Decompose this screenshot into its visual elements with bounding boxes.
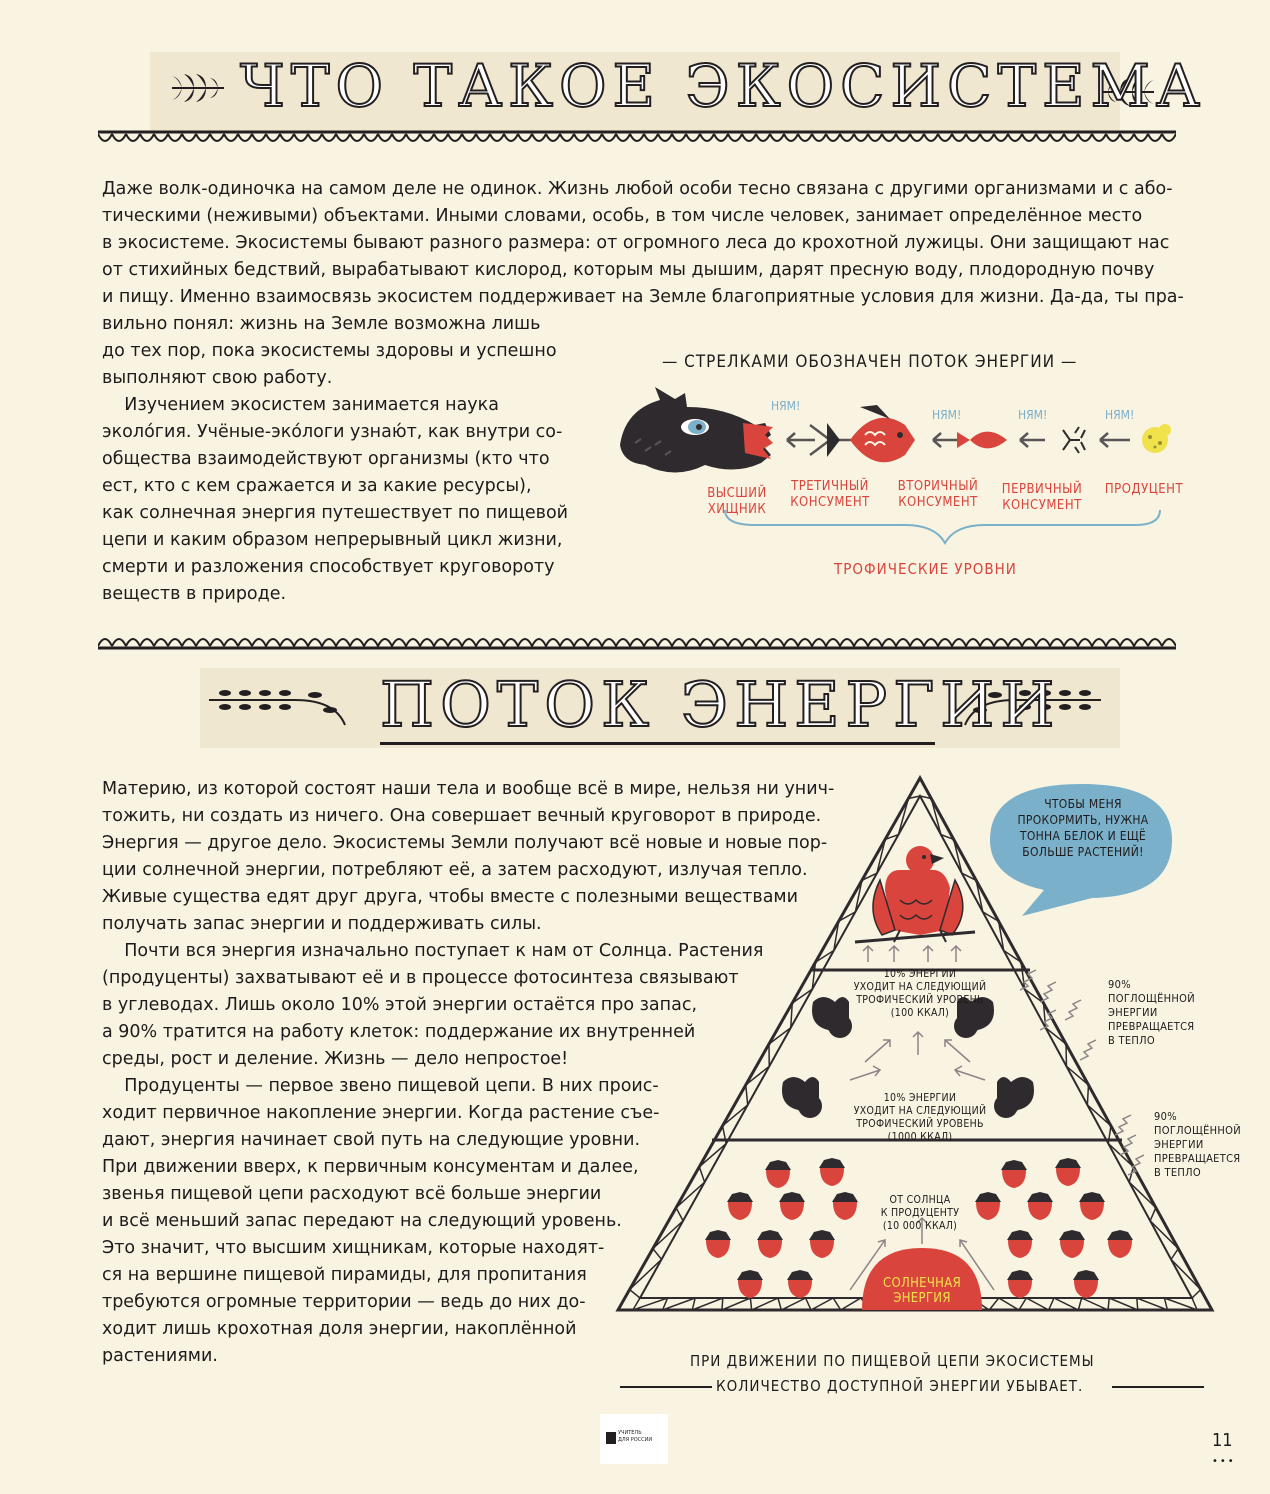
ecology-line: смерти и разложения способствует круговороту (102, 557, 555, 577)
berry-cap-icon (819, 1158, 845, 1168)
energy-line: звенья пищевой цепи расходуют всё больше энергии (102, 1184, 602, 1204)
berry-icon (1002, 1170, 1026, 1188)
berry-cap-icon (832, 1192, 858, 1202)
ecology-line: как солнечная энергия путешествует по пищевой (102, 503, 569, 523)
pyramid-footer-line-1: ПРИ ДВИЖЕНИИ ПО ПИЩЕВОЙ ЦЕПИ ЭКОСИСТЕМЫ (690, 1352, 1095, 1370)
berry-cap-icon (705, 1230, 731, 1240)
berry-cap-icon (1007, 1230, 1033, 1240)
title-underline (380, 742, 935, 745)
secondary-fish-icon (957, 432, 1007, 449)
berry-cap-icon (1001, 1160, 1027, 1170)
ecology-line: веществ в природе. (102, 584, 287, 604)
berry-cap-icon (765, 1160, 791, 1170)
scalloped-divider-2 (98, 628, 1176, 652)
berry-cap-icon (1007, 1270, 1033, 1280)
berry-cap-icon (1079, 1192, 1105, 1202)
pyramid-mid-level-text: 10% ЭНЕРГИИ УХОДИТ НА СЛЕДУЮЩИЙ ТРОФИЧЕСКИЙ УРОВЕНЬ (1000 ККАЛ) (853, 1092, 987, 1143)
heat-note-bottom: 90% ПОГЛОЩЁННОЙ ЭНЕРГИИ ПРЕВРАЩАЕТСЯ В ТЕПЛО (1154, 1110, 1241, 1179)
energy-line: растениями. (102, 1346, 218, 1366)
nyam-label: НЯМ! (932, 408, 962, 422)
berry-icon (1056, 1168, 1080, 1186)
energy-line: среды, рост и деление. Жизнь — дело непростое! (102, 1049, 569, 1069)
energy-line: ся на вершине пищевой пирамиды, для пропитания (102, 1265, 587, 1285)
footer-rule-right (1112, 1386, 1204, 1388)
berry-icon (766, 1170, 790, 1188)
energy-line: дают, энергия начинает свой путь на следующие уровни. (102, 1130, 641, 1150)
intro-line: Даже волк-одиночка на самом деле не одинок. Жизнь любой особи тесно связана с другими организмами и с або- (102, 179, 1173, 199)
publisher-logo (600, 1414, 668, 1464)
nyam-label: НЯМ! (771, 399, 801, 413)
energy-line: Продуценты — первое звено пищевой цепи. В них проис- (102, 1076, 659, 1096)
berry-icon (728, 1202, 752, 1220)
ecology-line: Изучением экосистем занимается наука (102, 395, 499, 415)
berry-cap-icon (809, 1230, 835, 1240)
heat-note-top: 90% ПОГЛОЩЁННОЙ ЭНЕРГИИ ПРЕВРАЩАЕТСЯ В ТЕПЛО (1108, 978, 1195, 1047)
ecology-line: общества взаимодействуют организмы (кто что (102, 449, 550, 469)
energy-line: При движении вверх, к первичным консументам и далее, (102, 1157, 639, 1177)
berry-icon (1060, 1240, 1084, 1258)
berry-icon (1108, 1240, 1132, 1258)
fern-left-icon (205, 675, 355, 735)
berry-cap-icon (779, 1192, 805, 1202)
producer-algae-icon (1142, 424, 1171, 453)
berry-icon (1008, 1280, 1032, 1298)
energy-line: Это значит, что высшим хищникам, которые находят- (102, 1238, 605, 1258)
energy-line: требуются огромные территории — ведь до них до- (102, 1292, 586, 1312)
page-number: 11 (1212, 1430, 1233, 1451)
tertiary-fish-icon (827, 405, 915, 462)
berry-icon (758, 1240, 782, 1258)
energy-line: ции солнечной энергии, потребляют её, а затем расходуют, излучая тепло. (102, 860, 808, 880)
intro-line: вильно понял: жизнь на Земле возможна лишь (102, 314, 541, 334)
energy-line: тожить, ни создать из ничего. Она совершает вечный круговорот в природе. (102, 806, 822, 826)
berry-cap-icon (1055, 1158, 1081, 1168)
ecology-line: цепи и каким образом непрерывный цикл жизни, (102, 530, 563, 550)
intro-line: от стихийных бедствий, вырабатывают кислород, которым мы дышим, дарят пресную воду, плодородную почву (102, 260, 1155, 280)
page-dots: ••• (1212, 1456, 1236, 1467)
berry-icon (810, 1240, 834, 1258)
berry-cap-icon (1073, 1270, 1099, 1280)
berry-cap-icon (787, 1270, 813, 1280)
sun-label: СОЛНЕЧНАЯ ЭНЕРГИЯ (883, 1276, 961, 1306)
pyramid-top-level-text: 10% ЭНЕРГИИ УХОДИТ НА СЛЕДУЮЩИЙ ТРОФИЧЕСКИЙ УРОВЕНЬ (100 ККАЛ) (853, 968, 987, 1019)
berry-icon (738, 1280, 762, 1298)
label-primary-consumer: ПЕРВИЧНЫЙ КОНСУМЕНТ (1001, 482, 1083, 513)
section-1-title: ЧТО ТАКОЕ ЭКОСИСТЕМА (240, 52, 1206, 120)
berry-cap-icon (757, 1230, 783, 1240)
pyramid-bottom-level-text: ОТ СОЛНЦА К ПРОДУЦЕНТУ (10 000 ККАЛ) (880, 1194, 960, 1232)
intro-line: до тех пор, пока экосистемы здоровы и успешно (102, 341, 557, 361)
chain-caption: — СТРЕЛКАМИ ОБОЗНАЧЕН ПОТОК ЭНЕРГИИ — (662, 352, 1078, 372)
energy-line: а 90% тратится на работу клеток: поддержание их внутренней (102, 1022, 696, 1042)
ecology-line: эколо́гия. Учёные-эко́логи узнаю́т, как внутри со- (102, 422, 563, 442)
logo-text: УЧИТЕЛЬ ДЛЯ РОССИИ (618, 1430, 653, 1443)
energy-line: ходит лишь крохотная доля энергии, накоплённой (102, 1319, 577, 1339)
berry-icon (1080, 1202, 1104, 1220)
berry-cap-icon (1027, 1192, 1053, 1202)
zooplankton-icon (1063, 427, 1085, 453)
label-tertiary-consumer: ТРЕТИЧНЫЙ КОНСУМЕНТ (790, 479, 870, 510)
label-top-predator: ВЫСШИЙ ХИЩНИК (707, 486, 767, 517)
label-producer: ПРОДУЦЕНТ (1104, 482, 1184, 497)
footer-rule-left (620, 1386, 712, 1388)
intro-line: и пищу. Именно взаимосвязь экосистем поддерживает на Земле благоприятные условия для жизни. Да-да, ты пра- (102, 287, 1184, 307)
berry-icon (1028, 1202, 1052, 1220)
energy-line: и всё меньший запас передают на следующий уровень. (102, 1211, 622, 1231)
berry-icon (780, 1202, 804, 1220)
wolf-icon (620, 387, 773, 473)
intro-line: в экосистеме. Экосистемы бывают разного размера: от огромного леса до крохотной лужицы. Они защищают нас (102, 233, 1170, 253)
energy-line: Живые существа едят друг друга, чтобы вместе с полезными веществами (102, 887, 798, 907)
energy-line: ходит первичное накопление энергии. Когда растение съе- (102, 1103, 660, 1123)
energy-line: (продуценты) захватывают её и в процессе фотосинтеза связывают (102, 968, 739, 988)
fern-left-icon (168, 58, 228, 118)
ecology-line: ест, кто с кем сражается и за какие ресурсы), (102, 476, 532, 496)
berry-icon (820, 1168, 844, 1186)
label-secondary-consumer: ВТОРИЧНЫЙ КОНСУМЕНТ (897, 479, 979, 510)
intro-line: выполняют свою работу. (102, 368, 333, 388)
squirrel-icon (994, 1077, 1034, 1118)
berry-icon (833, 1202, 857, 1220)
berry-icon (706, 1240, 730, 1258)
berry-icon (1008, 1240, 1032, 1258)
berry-cap-icon (1059, 1230, 1085, 1240)
berry-icon (1074, 1280, 1098, 1298)
logo-mark-icon (606, 1432, 616, 1444)
pyramid-footer-line-2: КОЛИЧЕСТВО ДОСТУПНОЙ ЭНЕРГИИ УБЫВАЕТ. (716, 1377, 1084, 1395)
squirrel-icon (782, 1077, 822, 1118)
energy-line: Материю, из которой состоят наши тела и вообще всё в мире, нельзя ни унич- (102, 779, 835, 799)
berry-icon (788, 1280, 812, 1298)
section-2-title: ПОТОК ЭНЕРГИИ (380, 668, 1061, 741)
energy-line: Почти вся энергия изначально поступает к нам от Солнца. Растения (102, 941, 764, 961)
bubble-text: ЧТОБЫ МЕНЯ ПРОКОРМИТЬ, НУЖНА ТОННА БЕЛОК И ЕЩЁ БОЛЬШЕ РАСТЕНИЙ! (1017, 797, 1149, 859)
scalloped-divider-1 (98, 128, 1176, 152)
berry-cap-icon (1107, 1230, 1133, 1240)
nyam-label: НЯМ! (1018, 408, 1048, 422)
trophic-levels-label: ТРОФИЧЕСКИЕ УРОВНИ (834, 560, 1017, 578)
nyam-label: НЯМ! (1105, 408, 1135, 422)
energy-line: в углеводах. Лишь около 10% этой энергии остаётся про запас, (102, 995, 698, 1015)
energy-line: получать запас энергии и поддерживать силы. (102, 914, 542, 934)
intro-line: тическими (неживыми) объектами. Иными словами, особь, в том числе человек, занимает определённое место (102, 206, 1143, 226)
berry-cap-icon (727, 1192, 753, 1202)
energy-line: Энергия — другое дело. Экосистемы Земли получают всё новые и новые пор- (102, 833, 828, 853)
berry-cap-icon (737, 1270, 763, 1280)
